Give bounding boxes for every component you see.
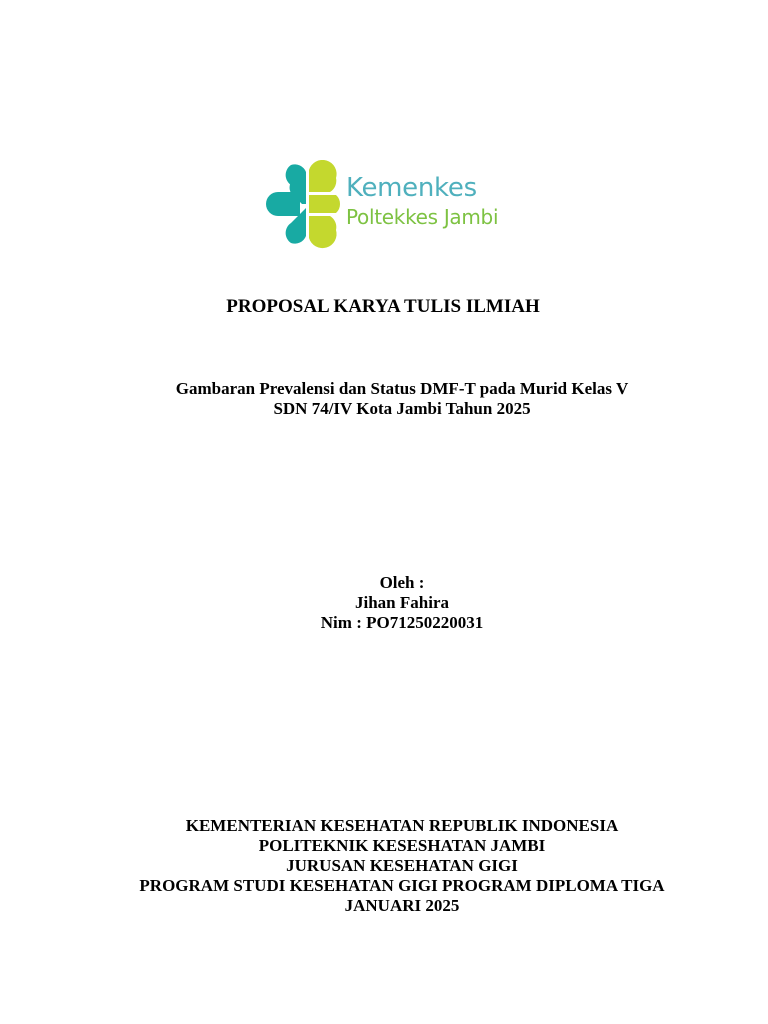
title-line-1: Gambaran Prevalensi dan Status DMF-T pada Murid Kelas V <box>175 379 629 398</box>
logo-brand-text: Kemenkes <box>346 173 477 203</box>
kemenkes-emblem-icon <box>262 160 342 252</box>
by-label: Oleh : <box>379 573 425 592</box>
author-nim: Nim : PO71250220031 <box>320 613 484 632</box>
department-name: JURUSAN KESEHATAN GIGI <box>286 856 518 875</box>
submission-date: JANUARI 2025 <box>344 896 460 915</box>
logo-institution-text: Poltekkes Jambi <box>346 205 499 229</box>
title-line-2: SDN 74/IV Kota Jambi Tahun 2025 <box>273 399 531 418</box>
institution-block <box>18 816 768 916</box>
ministry-name: KEMENTERIAN KESEHATAN REPUBLIK INDONESIA <box>185 816 619 835</box>
author-block <box>18 573 768 633</box>
study-program-name: PROGRAM STUDI KESEHATAN GIGI PROGRAM DIPLOMA TIGA <box>139 876 665 895</box>
document-type-heading: PROPOSAL KARYA TULIS ILMIAH <box>226 296 540 317</box>
polytechnic-name: POLITEKNIK KESESHATAN JAMBI <box>258 836 546 855</box>
kemenkes-poltekkes-logo <box>262 160 538 252</box>
author-name: Jihan Fahira <box>355 593 449 612</box>
proposal-title <box>18 379 768 419</box>
